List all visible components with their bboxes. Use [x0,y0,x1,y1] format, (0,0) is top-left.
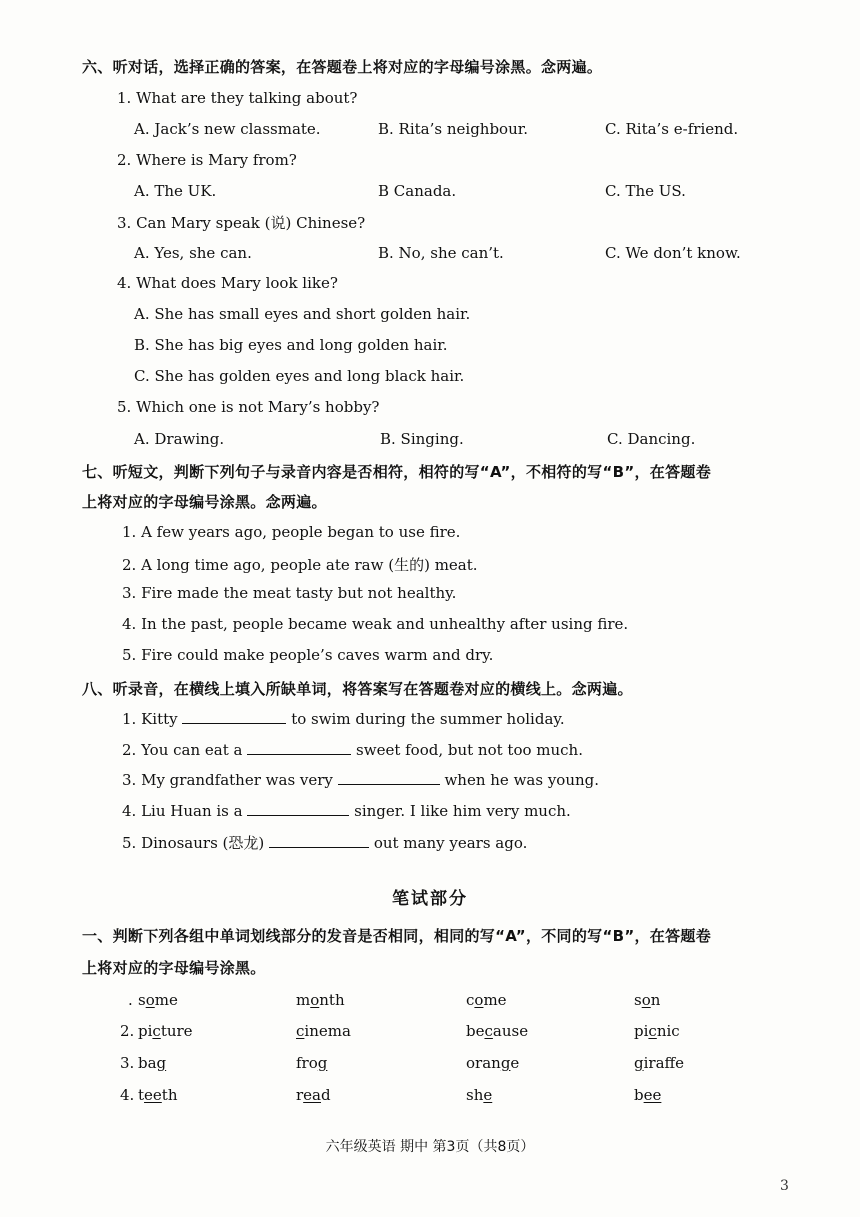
q8-1-sentence [122,709,565,728]
q7-2-statement: 2. A long time ago, people ate raw (生的) meat. [122,556,478,574]
row-1-word-4-part: n [650,991,661,1009]
q8-5-before: 5. Dinosaurs (恐龙) [122,834,265,852]
q6-5-question: 5. Which one is not Mary’s hobby? [117,398,380,416]
row-1-word-4 [634,991,660,1009]
row-2-word-2-underlined: c [296,1022,305,1040]
row-1-word-1-part: me [154,991,178,1009]
q6-1-option-a: A. Jack’s new classmate. [134,120,321,138]
row-3-word-2-part: fro [296,1054,318,1072]
row-4-word-2 [296,1086,331,1104]
row-1-word-2 [296,991,345,1009]
row-1-word-4-underlined: o [641,991,651,1009]
q6-2-question: 2. Where is Mary from? [117,151,297,169]
row-4-word-1-part: t [138,1086,145,1104]
q6-4-question: 4. What does Mary look like? [117,274,338,292]
row-4-word-4-part: b [634,1086,644,1104]
row-2-word-3 [466,1022,528,1040]
row-3-word-4-underlined: g [634,1054,644,1072]
q8-1-after: to swim during the summer holiday. [291,710,565,728]
q6-3-option-c: C. We don’t know. [605,244,741,262]
row-1-word-3-underlined: o [474,991,484,1009]
q8-3-blank[interactable] [338,770,440,785]
section-6-heading: 六、听对话，选择正确的答案，在答题卷上将对应的字母编号涂黑。念两遍。 [82,58,603,76]
q8-4-sentence [122,801,571,820]
q6-4-option-c: C. She has golden eyes and long black hair. [134,367,465,385]
row-4-word-1 [138,1086,178,1104]
row-1-word-1 [138,991,178,1009]
q6-4-option-b: B. She has big eyes and long golden hair. [134,336,448,354]
row-2-word-4 [634,1022,680,1040]
q6-3-option-b: B. No, she can’t. [378,244,504,262]
q8-3-sentence [122,770,599,789]
row-3-word-1-underlined: g [156,1054,167,1072]
written-section-1-heading-line2: 上将对应的字母编号涂黑。 [82,959,266,977]
row-3-word-3-part: oran [466,1054,501,1072]
row-2-word-4-part: nic [656,1022,680,1040]
row-2-word-4-underlined: c [648,1022,657,1040]
row-1-word-3-part: me [483,991,507,1009]
q6-1-option-b: B. Rita’s neighbour. [378,120,529,138]
row-2-word-1-part: ture [160,1022,193,1040]
q8-3-after: when he was young. [444,771,600,789]
row-2-word-2-part: inema [304,1022,351,1040]
row-3-word-3-part: e [510,1054,520,1072]
q7-3-statement: 3. Fire made the meat tasty but not healthy. [122,584,457,602]
q8-4-before: 4. Liu Huan is a [122,802,243,820]
q6-4-option-a: A. She has small eyes and short golden hair. [134,305,471,323]
q8-1-blank[interactable] [182,709,286,724]
row-3-word-3-underlined: g [500,1054,511,1072]
row-3-word-4 [634,1054,684,1072]
q8-2-after: sweet food, but not too much. [356,741,583,759]
row-2-word-3-underlined: c [484,1022,493,1040]
row-3-word-1 [138,1054,166,1072]
row-1-number: . [128,991,133,1009]
row-2-word-1-part: pi [138,1022,153,1040]
q8-2-before: 2. You can eat a [122,741,243,759]
q8-1-before: 1. Kitty [122,710,178,728]
written-part-title: 笔试部分 [392,889,468,909]
q6-1-option-c: C. Rita’s e-friend. [605,120,739,138]
row-3-word-2 [296,1054,327,1072]
row-1-word-3-part: c [466,991,475,1009]
row-4-word-1-underlined: ee [144,1086,162,1104]
corner-page-number: 3 [780,1178,789,1194]
row-4-word-2-part: d [321,1086,331,1104]
row-2-word-4-part: pi [634,1022,649,1040]
q6-5-option-c: C. Dancing. [607,430,696,448]
q7-4-statement: 4. In the past, people became weak and unhealthy after using fire. [122,615,629,633]
row-4-word-3-part: sh [466,1086,484,1104]
q8-4-after: singer. I like him very much. [354,802,571,820]
section-8-heading: 八、听录音，在横线上填入所缺单词，将答案写在答题卷对应的横线上。念两遍。 [82,680,633,698]
q6-2-option-c: C. The US. [605,182,686,200]
row-1-word-1-underlined: o [145,991,155,1009]
section-7-heading-line1: 七、听短文，判断下列句子与录音内容是否相符，相符的写“A”，不相符的写“B”，在答题卷 [82,463,712,481]
q7-1-statement: 1. A few years ago, people began to use fire. [122,523,461,541]
row-4-number: 4. [120,1086,135,1104]
section-7-heading-line2: 上将对应的字母编号涂黑。念两遍。 [82,493,327,511]
row-3-word-4-part: iraffe [643,1054,685,1072]
row-4-word-1-part: th [161,1086,178,1104]
row-2-number: 2. [120,1022,135,1040]
page-footer: 六年级英语 期中 第3页（共8页） [325,1139,535,1155]
row-1-word-3 [466,991,507,1009]
q6-3-option-a: A. Yes, she can. [134,244,252,262]
row-4-word-2-part: r [296,1086,304,1104]
row-4-word-4 [634,1086,661,1104]
q8-3-before: 3. My grandfather was very [122,771,333,789]
q8-5-after: out many years ago. [373,834,528,852]
row-1-word-1-part: s [138,991,146,1009]
q8-2-sentence [122,740,583,759]
row-2-word-3-part: be [466,1022,485,1040]
q6-5-option-a: A. Drawing. [134,430,225,448]
q8-2-blank[interactable] [247,740,351,755]
row-2-word-1-underlined: c [152,1022,161,1040]
q8-5-sentence [122,832,527,853]
row-2-word-1 [138,1022,193,1040]
q8-4-blank[interactable] [247,801,349,816]
row-1-word-4-part: s [634,991,642,1009]
row-2-word-3-part: ause [492,1022,529,1040]
row-4-word-3 [466,1086,492,1104]
row-3-word-1-part: ba [138,1054,157,1072]
row-1-word-2-part: nth [319,991,345,1009]
q6-2-option-b: B Canada. [378,182,457,200]
written-section-1-heading-line1: 一、判断下列各组中单词划线部分的发音是否相同，相同的写“A”，不同的写“B”，在答题卷 [82,927,712,945]
row-1-word-2-part: m [296,991,311,1009]
q8-5-blank[interactable] [269,833,369,848]
row-3-word-2-underlined: g [317,1054,328,1072]
q6-5-option-b: B. Singing. [380,430,464,448]
row-4-word-4-underlined: ee [643,1086,662,1104]
row-3-word-3 [466,1054,519,1072]
q6-1-question: 1. What are they talking about? [117,89,358,107]
q6-2-option-a: A. The UK. [134,182,217,200]
row-2-word-2 [296,1022,351,1040]
q7-5-statement: 5. Fire could make people’s caves warm and dry. [122,646,494,664]
row-4-word-3-underlined: e [483,1086,493,1104]
q6-3-question: 3. Can Mary speak (说) Chinese? [117,214,366,232]
row-3-number: 3. [120,1054,135,1072]
row-1-word-2-underlined: o [310,991,320,1009]
row-4-word-2-underlined: ea [303,1086,321,1104]
